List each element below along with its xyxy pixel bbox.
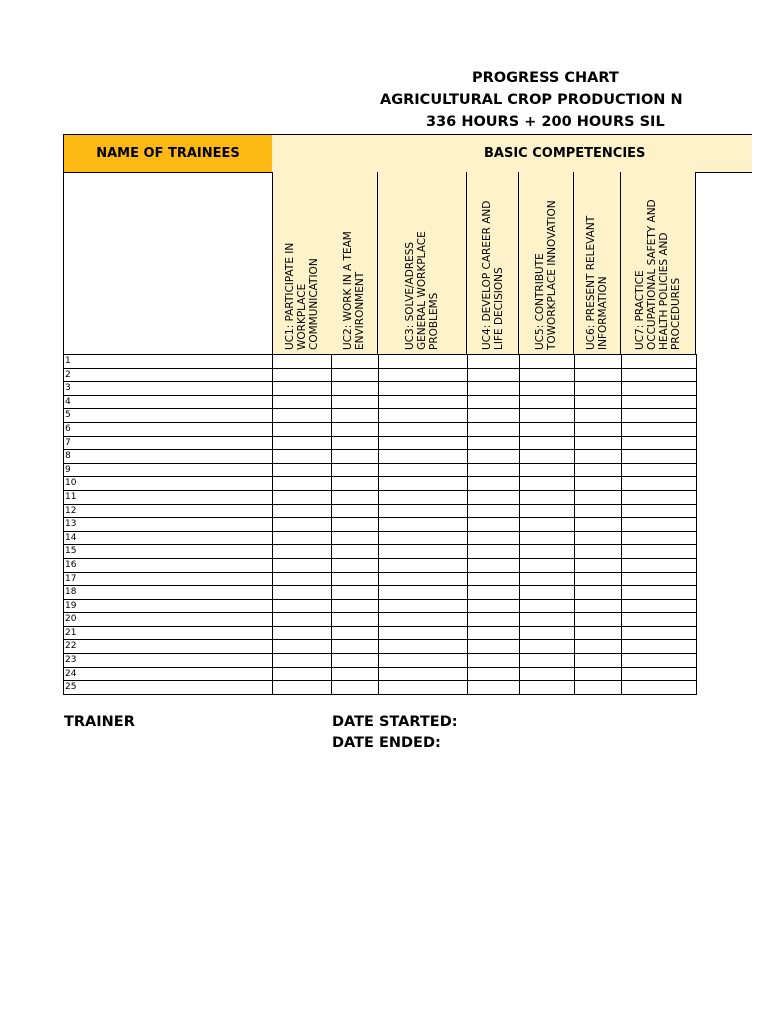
progress-cell-uc2[interactable]	[332, 477, 379, 491]
progress-cell-uc7[interactable]	[622, 518, 697, 532]
progress-cell-uc1[interactable]	[273, 395, 332, 409]
progress-cell-uc2[interactable]	[332, 382, 379, 396]
table-row	[64, 368, 697, 382]
progress-cell-uc6[interactable]	[575, 463, 622, 477]
progress-cell-uc1[interactable]	[273, 640, 332, 654]
competency-header-uc6	[574, 172, 621, 355]
table-row	[64, 490, 697, 504]
trainee-progress-table	[63, 354, 697, 695]
date-started-label: DATE STARTED:	[332, 714, 458, 730]
progress-cell-uc6[interactable]	[575, 368, 622, 382]
progress-cell-uc6[interactable]	[575, 572, 622, 586]
competency-label-uc7: UC7: PRACTICE OCCUPATIONAL SAFETY AND HEALTH POLICIES AND PROCEDURES	[634, 199, 682, 350]
progress-cell-uc7[interactable]	[622, 558, 697, 572]
progress-cell-uc2[interactable]	[332, 422, 379, 436]
competency-label-uc1: UC1: PARTICIPATE IN WORKPLACE COMMUNICATION	[284, 242, 320, 350]
progress-cell-uc7[interactable]	[622, 613, 697, 627]
progress-cell-uc6[interactable]	[575, 558, 622, 572]
progress-cell-uc2[interactable]	[332, 490, 379, 504]
progress-cell-uc1[interactable]	[273, 599, 332, 613]
table-row	[64, 395, 697, 409]
progress-cell-uc5[interactable]	[520, 640, 575, 654]
progress-cell-uc1[interactable]	[273, 355, 332, 369]
progress-cell-uc5[interactable]	[520, 626, 575, 640]
progress-cell-uc3[interactable]	[379, 450, 468, 464]
table-row	[64, 640, 697, 654]
progress-cell-uc3[interactable]	[379, 667, 468, 681]
row-number: 15	[64, 545, 273, 559]
competency-label-uc4: UC4: DEVELOP CAREER AND LIFE DECISIONS	[480, 200, 505, 350]
progress-cell-uc3[interactable]	[379, 490, 468, 504]
table-row	[64, 654, 697, 668]
competency-header-uc7	[621, 172, 696, 355]
progress-cell-uc7[interactable]	[622, 586, 697, 600]
progress-cell-uc6[interactable]	[575, 626, 622, 640]
progress-cell-uc6[interactable]	[575, 531, 622, 545]
progress-cell-uc7[interactable]	[622, 409, 697, 423]
row-number: 18	[64, 586, 273, 600]
row-number: 4	[64, 395, 273, 409]
table-row	[64, 626, 697, 640]
row-number: 17	[64, 572, 273, 586]
progress-cell-uc6[interactable]	[575, 450, 622, 464]
progress-cell-uc3[interactable]	[379, 436, 468, 450]
progress-cell-uc4[interactable]	[468, 409, 520, 423]
name-header-blank-cell	[63, 172, 273, 355]
progress-cell-uc5[interactable]	[520, 518, 575, 532]
date-ended-label: DATE ENDED:	[332, 735, 441, 751]
title-line-3: 336 HOURS + 200 HOURS SIL	[426, 114, 665, 130]
progress-cell-uc3[interactable]	[379, 681, 468, 695]
row-number: 11	[64, 490, 273, 504]
table-row	[64, 599, 697, 613]
row-number: 20	[64, 613, 273, 627]
competency-label-uc6: UC6: PRESENT RELEVANT INFORMATION	[585, 215, 609, 350]
table-row	[64, 355, 697, 369]
row-number: 23	[64, 654, 273, 668]
progress-cell-uc6[interactable]	[575, 545, 622, 559]
progress-cell-uc5[interactable]	[520, 667, 575, 681]
competency-label-uc3: UC3: SOLVE/ADRESS GENERAL WORKPLACE PROBLEMS	[404, 231, 440, 350]
row-number: 1	[64, 355, 273, 369]
progress-cell-uc7[interactable]	[622, 395, 697, 409]
row-number: 5	[64, 409, 273, 423]
progress-cell-uc7[interactable]	[622, 436, 697, 450]
progress-cell-uc2[interactable]	[332, 409, 379, 423]
progress-cell-uc3[interactable]	[379, 463, 468, 477]
progress-cell-uc6[interactable]	[575, 640, 622, 654]
progress-cell-uc1[interactable]	[273, 681, 332, 695]
table-row	[64, 422, 697, 436]
progress-cell-uc1[interactable]	[273, 436, 332, 450]
progress-cell-uc2[interactable]	[332, 626, 379, 640]
progress-cell-uc6[interactable]	[575, 667, 622, 681]
progress-cell-uc2[interactable]	[332, 545, 379, 559]
progress-cell-uc3[interactable]	[379, 355, 468, 369]
progress-cell-uc4[interactable]	[468, 422, 520, 436]
progress-cell-uc4[interactable]	[468, 368, 520, 382]
progress-cell-uc4[interactable]	[468, 504, 520, 518]
progress-cell-uc5[interactable]	[520, 586, 575, 600]
progress-cell-uc4[interactable]	[468, 667, 520, 681]
table-row	[64, 586, 697, 600]
progress-cell-uc5[interactable]	[520, 504, 575, 518]
progress-cell-uc5[interactable]	[520, 531, 575, 545]
progress-cell-uc7[interactable]	[622, 599, 697, 613]
row-number: 8	[64, 450, 273, 464]
table-row	[64, 558, 697, 572]
progress-cell-uc2[interactable]	[332, 368, 379, 382]
progress-cell-uc4[interactable]	[468, 640, 520, 654]
progress-cell-uc5[interactable]	[520, 436, 575, 450]
progress-cell-uc2[interactable]	[332, 586, 379, 600]
progress-cell-uc7[interactable]	[622, 477, 697, 491]
progress-cell-uc6[interactable]	[575, 613, 622, 627]
progress-cell-uc2[interactable]	[332, 599, 379, 613]
basic-competencies-header	[272, 134, 752, 173]
row-number: 14	[64, 531, 273, 545]
progress-cell-uc1[interactable]	[273, 558, 332, 572]
progress-cell-uc5[interactable]	[520, 654, 575, 668]
progress-cell-uc4[interactable]	[468, 355, 520, 369]
table-row	[64, 545, 697, 559]
row-number: 19	[64, 599, 273, 613]
trainer-label: TRAINER	[64, 714, 135, 730]
progress-cell-uc6[interactable]	[575, 382, 622, 396]
table-row	[64, 681, 697, 695]
progress-cell-uc7[interactable]	[622, 572, 697, 586]
progress-cell-uc3[interactable]	[379, 558, 468, 572]
progress-cell-uc1[interactable]	[273, 409, 332, 423]
progress-cell-uc5[interactable]	[520, 450, 575, 464]
progress-cell-uc7[interactable]	[622, 640, 697, 654]
progress-cell-uc3[interactable]	[379, 395, 468, 409]
progress-cell-uc1[interactable]	[273, 545, 332, 559]
progress-cell-uc5[interactable]	[520, 382, 575, 396]
progress-cell-uc7[interactable]	[622, 545, 697, 559]
progress-cell-uc3[interactable]	[379, 518, 468, 532]
progress-cell-uc6[interactable]	[575, 654, 622, 668]
progress-cell-uc3[interactable]	[379, 477, 468, 491]
name-of-trainees-label: NAME OF TRAINEES	[96, 146, 240, 161]
progress-cell-uc7[interactable]	[622, 355, 697, 369]
progress-cell-uc3[interactable]	[379, 654, 468, 668]
progress-cell-uc1[interactable]	[273, 518, 332, 532]
progress-cell-uc1[interactable]	[273, 490, 332, 504]
table-row	[64, 504, 697, 518]
progress-cell-uc6[interactable]	[575, 518, 622, 532]
progress-cell-uc7[interactable]	[622, 504, 697, 518]
progress-cell-uc3[interactable]	[379, 640, 468, 654]
progress-cell-uc6[interactable]	[575, 422, 622, 436]
progress-cell-uc2[interactable]	[332, 395, 379, 409]
progress-cell-uc2[interactable]	[332, 667, 379, 681]
progress-cell-uc2[interactable]	[332, 654, 379, 668]
progress-cell-uc1[interactable]	[273, 477, 332, 491]
progress-cell-uc6[interactable]	[575, 504, 622, 518]
progress-cell-uc4[interactable]	[468, 599, 520, 613]
row-number: 21	[64, 626, 273, 640]
progress-cell-uc7[interactable]	[622, 667, 697, 681]
table-row	[64, 667, 697, 681]
progress-cell-uc7[interactable]	[622, 422, 697, 436]
title-line-2: AGRICULTURAL CROP PRODUCTION N	[380, 92, 683, 108]
progress-cell-uc5[interactable]	[520, 545, 575, 559]
progress-cell-uc3[interactable]	[379, 368, 468, 382]
progress-cell-uc5[interactable]	[520, 395, 575, 409]
progress-cell-uc4[interactable]	[468, 613, 520, 627]
progress-cell-uc6[interactable]	[575, 409, 622, 423]
row-number: 24	[64, 667, 273, 681]
progress-cell-uc4[interactable]	[468, 436, 520, 450]
progress-cell-uc2[interactable]	[332, 572, 379, 586]
table-row	[64, 518, 697, 532]
basic-competencies-label: BASIC COMPETENCIES	[484, 146, 646, 161]
progress-cell-uc3[interactable]	[379, 382, 468, 396]
competency-header-uc2	[331, 172, 378, 355]
progress-cell-uc2[interactable]	[332, 518, 379, 532]
progress-cell-uc4[interactable]	[468, 518, 520, 532]
progress-cell-uc5[interactable]	[520, 558, 575, 572]
progress-cell-uc1[interactable]	[273, 504, 332, 518]
row-number: 22	[64, 640, 273, 654]
progress-cell-uc5[interactable]	[520, 613, 575, 627]
row-number: 13	[64, 518, 273, 532]
progress-cell-uc7[interactable]	[622, 626, 697, 640]
progress-cell-uc3[interactable]	[379, 409, 468, 423]
table-row	[64, 572, 697, 586]
progress-cell-uc1[interactable]	[273, 613, 332, 627]
progress-cell-uc2[interactable]	[332, 504, 379, 518]
table-row	[64, 463, 697, 477]
progress-cell-uc1[interactable]	[273, 531, 332, 545]
progress-cell-uc6[interactable]	[575, 395, 622, 409]
progress-cell-uc1[interactable]	[273, 450, 332, 464]
progress-cell-uc3[interactable]	[379, 626, 468, 640]
progress-cell-uc3[interactable]	[379, 422, 468, 436]
progress-cell-uc2[interactable]	[332, 558, 379, 572]
competency-label-uc5: UC5: CONTRIBUTE TOWORKPLACE INNOVATION	[534, 200, 558, 350]
progress-cell-uc4[interactable]	[468, 531, 520, 545]
row-number: 25	[64, 681, 273, 695]
progress-cell-uc5[interactable]	[520, 463, 575, 477]
progress-cell-uc4[interactable]	[468, 654, 520, 668]
progress-cell-uc1[interactable]	[273, 572, 332, 586]
competency-header-uc5	[519, 172, 574, 355]
competency-header-uc3	[378, 172, 467, 355]
progress-cell-uc2[interactable]	[332, 681, 379, 695]
progress-cell-uc4[interactable]	[468, 490, 520, 504]
progress-cell-uc6[interactable]	[575, 681, 622, 695]
progress-cell-uc2[interactable]	[332, 640, 379, 654]
table-row	[64, 613, 697, 627]
row-number: 10	[64, 477, 273, 491]
progress-cell-uc6[interactable]	[575, 599, 622, 613]
progress-cell-uc5[interactable]	[520, 681, 575, 695]
progress-cell-uc3[interactable]	[379, 613, 468, 627]
progress-cell-uc1[interactable]	[273, 586, 332, 600]
progress-cell-uc5[interactable]	[520, 599, 575, 613]
title-line-1: PROGRESS CHART	[472, 70, 619, 86]
progress-cell-uc3[interactable]	[379, 572, 468, 586]
progress-cell-uc7[interactable]	[622, 531, 697, 545]
progress-cell-uc3[interactable]	[379, 599, 468, 613]
progress-cell-uc4[interactable]	[468, 382, 520, 396]
progress-cell-uc6[interactable]	[575, 436, 622, 450]
table-row	[64, 531, 697, 545]
progress-cell-uc3[interactable]	[379, 531, 468, 545]
table-row	[64, 436, 697, 450]
progress-cell-uc7[interactable]	[622, 382, 697, 396]
competency-header-uc1	[272, 172, 332, 355]
progress-cell-uc5[interactable]	[520, 572, 575, 586]
progress-cell-uc5[interactable]	[520, 477, 575, 491]
progress-cell-uc3[interactable]	[379, 504, 468, 518]
row-number: 12	[64, 504, 273, 518]
progress-cell-uc7[interactable]	[622, 450, 697, 464]
progress-cell-uc1[interactable]	[273, 654, 332, 668]
progress-cell-uc2[interactable]	[332, 436, 379, 450]
row-number: 9	[64, 463, 273, 477]
progress-cell-uc1[interactable]	[273, 368, 332, 382]
progress-cell-uc6[interactable]	[575, 490, 622, 504]
progress-cell-uc7[interactable]	[622, 681, 697, 695]
progress-cell-uc1[interactable]	[273, 667, 332, 681]
table-row	[64, 382, 697, 396]
progress-cell-uc4[interactable]	[468, 572, 520, 586]
table-row	[64, 477, 697, 491]
progress-cell-uc4[interactable]	[468, 558, 520, 572]
row-number: 2	[64, 368, 273, 382]
progress-cell-uc2[interactable]	[332, 463, 379, 477]
progress-cell-uc4[interactable]	[468, 450, 520, 464]
progress-cell-uc4[interactable]	[468, 626, 520, 640]
progress-cell-uc7[interactable]	[622, 368, 697, 382]
progress-cell-uc1[interactable]	[273, 626, 332, 640]
progress-cell-uc3[interactable]	[379, 586, 468, 600]
progress-cell-uc1[interactable]	[273, 382, 332, 396]
progress-cell-uc3[interactable]	[379, 545, 468, 559]
progress-cell-uc1[interactable]	[273, 463, 332, 477]
competency-header-uc4	[467, 172, 519, 355]
progress-cell-uc2[interactable]	[332, 531, 379, 545]
progress-cell-uc7[interactable]	[622, 463, 697, 477]
row-number: 3	[64, 382, 273, 396]
progress-cell-uc2[interactable]	[332, 450, 379, 464]
table-row	[64, 409, 697, 423]
progress-cell-uc4[interactable]	[468, 395, 520, 409]
progress-cell-uc5[interactable]	[520, 355, 575, 369]
row-number: 7	[64, 436, 273, 450]
progress-cell-uc5[interactable]	[520, 422, 575, 436]
progress-cell-uc6[interactable]	[575, 355, 622, 369]
name-of-trainees-header	[63, 134, 273, 173]
progress-cell-uc5[interactable]	[520, 368, 575, 382]
competency-label-uc2: UC2: WORK IN A TEAM ENVIRONMENT	[342, 231, 366, 350]
progress-cell-uc5[interactable]	[520, 409, 575, 423]
progress-cell-uc1[interactable]	[273, 422, 332, 436]
progress-cell-uc4[interactable]	[468, 586, 520, 600]
progress-cell-uc4[interactable]	[468, 681, 520, 695]
progress-cell-uc6[interactable]	[575, 477, 622, 491]
progress-cell-uc5[interactable]	[520, 490, 575, 504]
row-number: 6	[64, 422, 273, 436]
progress-cell-uc4[interactable]	[468, 545, 520, 559]
progress-cell-uc2[interactable]	[332, 355, 379, 369]
row-number: 16	[64, 558, 273, 572]
progress-cell-uc6[interactable]	[575, 586, 622, 600]
table-row	[64, 450, 697, 464]
progress-cell-uc7[interactable]	[622, 654, 697, 668]
progress-cell-uc4[interactable]	[468, 477, 520, 491]
progress-cell-uc7[interactable]	[622, 490, 697, 504]
progress-cell-uc2[interactable]	[332, 613, 379, 627]
progress-cell-uc4[interactable]	[468, 463, 520, 477]
